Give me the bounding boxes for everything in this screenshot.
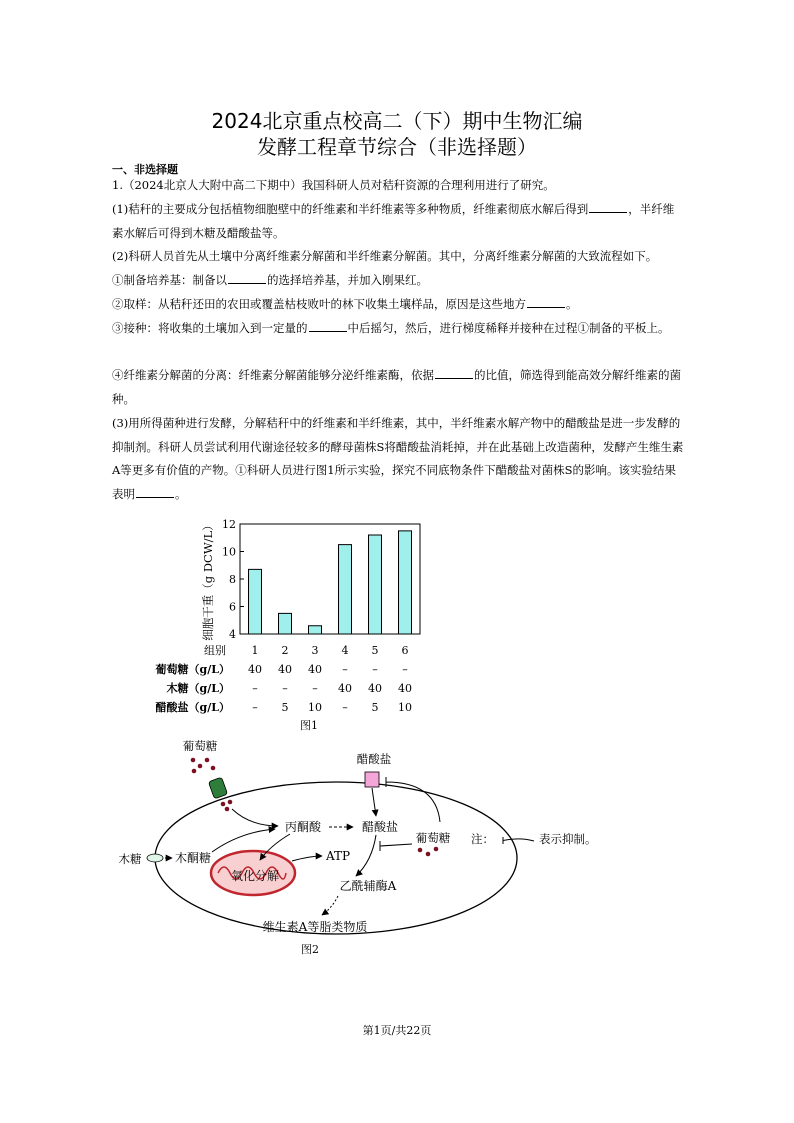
table-cell: – — [252, 701, 258, 714]
x-tick-label: 4 — [341, 644, 349, 657]
x-tick-label: 2 — [281, 644, 289, 657]
bar-group-1 — [249, 569, 262, 634]
bar-group-6 — [399, 531, 412, 634]
page-subtitle: 发酵工程章节综合（非选择题） — [257, 135, 537, 159]
table-cell: – — [402, 663, 408, 676]
glucose-dots-top — [191, 758, 216, 774]
bar-group-4 — [339, 545, 352, 634]
bar-group-5 — [369, 535, 382, 634]
glucose-dots-inside — [221, 800, 233, 812]
row-label-xylose: 木糖（g/L） — [166, 682, 230, 695]
note-text: 表示抑制。 — [539, 832, 597, 846]
answer-blank[interactable] — [136, 496, 174, 498]
table-cell: 40 — [398, 682, 412, 695]
page-title: 2024北京重点校高二（下）期中生物汇编 — [211, 109, 583, 133]
row-label-glucose: 葡萄糖（g/L） — [155, 663, 230, 676]
note-label: 注： — [471, 832, 494, 846]
section-heading: 一、非选择题 — [112, 163, 178, 176]
arrow-glucose-pyruvate — [232, 809, 278, 826]
chart-plot — [222, 518, 420, 714]
answer-blank[interactable] — [589, 211, 627, 213]
label-pyruvate: 丙酮酸 — [284, 820, 322, 834]
label-atp: ATP — [325, 849, 351, 863]
y-tick-label: 8 — [229, 573, 236, 586]
table-cell: – — [342, 701, 348, 714]
table-cell: – — [342, 663, 348, 676]
table-cell: – — [372, 663, 378, 676]
table-cell: 40 — [308, 663, 322, 676]
table-cell: 40 — [368, 682, 382, 695]
table-cell: 10 — [398, 701, 412, 714]
arrow-acetylcoa-vitamin — [322, 896, 338, 915]
figure2-caption: 图2 — [301, 943, 319, 956]
arrow-mito-atp — [292, 856, 322, 861]
label-xylulose: 木酮糖 — [174, 851, 212, 865]
arrow-xylulose-pyruvate — [212, 829, 275, 852]
step-1: ①制备培养基：制备以 的选择培养基，并加入刚果红。 — [112, 273, 428, 287]
xylose-transporter-icon — [147, 854, 163, 862]
glucose-dots-right — [418, 847, 439, 857]
row-label-acetate: 醋酸盐（g/L） — [155, 701, 230, 714]
figure2-diagram — [110, 736, 610, 958]
note-inhibit-symbol — [503, 837, 534, 844]
table-cell: 5 — [371, 701, 379, 714]
y-tick-label: 10 — [222, 545, 236, 559]
question-part1: (1)秸秆的主要成分包括植物细胞壁中的纤维素和半纤维素等多种物质，纤维素彻底水解后得到 ，半纤维素水解后可得到木糖及醋酸盐等。 — [112, 202, 675, 240]
figure1-chart — [155, 512, 430, 734]
table-cell: 40 — [278, 663, 292, 676]
row-label-group: 组别 — [204, 644, 226, 657]
x-tick-label: 3 — [311, 644, 319, 657]
x-tick-label: 6 — [401, 644, 409, 657]
question-part3: (3)用所得菌种进行发酵，分解秸秆中的纤维素和半纤维素，其中，半纤维素水解产物中的醋酸盐是进一步发酵的抑制剂。科研人员尝试利用代谢途径较多的酵母菌株S将醋酸盐消耗掉，并在此基础上改造菌种，发酵产生维生素A等更多有价值的产物。①科研人员进行图1所示实验，探究不同底物条件下醋酸盐对菌株S的影响。该实验结果表明 。 — [112, 416, 684, 501]
label-xylose: 木糖 — [118, 852, 142, 866]
step-4: ④纤维素分解菌的分离：纤维素分解菌能够分泌纤维素酶，依据 的比值，筛选得到能高效分解纤维素的菌种。 — [112, 368, 681, 406]
table-cell: – — [312, 682, 318, 695]
y-axis-label: 细胞干重（g DCW/L） — [201, 519, 215, 641]
label-acetate-top: 醋酸盐 — [356, 752, 392, 766]
label-acetyl-coa: 乙酰辅酶A — [339, 879, 397, 893]
y-tick-label: 4 — [229, 628, 236, 641]
table-cell: – — [252, 682, 258, 695]
table-cell: 40 — [338, 682, 352, 695]
inhibit-glucose-transporter — [386, 777, 440, 822]
x-tick-label: 1 — [251, 644, 259, 657]
table-cell: 10 — [308, 701, 322, 714]
answer-blank[interactable] — [527, 306, 565, 308]
label-glucose-top: 葡萄糖 — [182, 739, 218, 753]
label-acetate-mid: 醋酸盐 — [361, 820, 399, 834]
table-cell: – — [282, 682, 288, 695]
step-2: ②取样：从秸秆还田的农田或覆盖枯枝败叶的林下收集土壤样品，原因是这些地方 。 — [112, 297, 578, 311]
answer-blank[interactable] — [309, 330, 347, 332]
glucose-transporter-icon — [208, 777, 227, 799]
figure1-caption: 图1 — [300, 719, 318, 732]
plot-frame — [240, 524, 420, 634]
answer-blank[interactable] — [435, 377, 473, 379]
page-footer: 第1页/共22页 — [362, 1024, 432, 1037]
question-intro: 1.（2024北京人大附中高二下期中）我国科研人员对秸秆资源的合理利用进行了研究。 — [112, 178, 555, 192]
arrow-acetate-acetylcoa — [356, 835, 376, 876]
table-cell: 40 — [248, 663, 262, 676]
label-glucose-right: 葡萄糖 — [415, 831, 451, 845]
y-tick-label: 6 — [229, 600, 236, 614]
inhibit-acetate-to-acetylcoa — [380, 841, 412, 851]
question-part2: (2)科研人员首先从土壤中分离纤维素分解菌和半纤维素分解菌。其中，分离纤维素分解菌的大致流程如下。 — [112, 249, 658, 263]
label-vitamin: 维生素A等脂类物质 — [262, 920, 368, 934]
bar-group-3 — [309, 626, 322, 634]
x-tick-label: 5 — [371, 644, 379, 657]
label-oxidation: 氧化分解 — [230, 869, 280, 883]
step-3: ③接种：将收集的土壤加入到一定量的 中后摇匀，然后，进行梯度稀释并接种在过程①制备的平板上。 — [112, 321, 670, 335]
table-cell: 5 — [281, 701, 289, 714]
bar-group-2 — [279, 613, 292, 634]
answer-blank[interactable] — [228, 282, 266, 284]
y-tick-label: 12 — [222, 518, 236, 531]
arrow-acetate-in — [372, 788, 376, 816]
acetate-transporter-icon — [365, 772, 379, 787]
